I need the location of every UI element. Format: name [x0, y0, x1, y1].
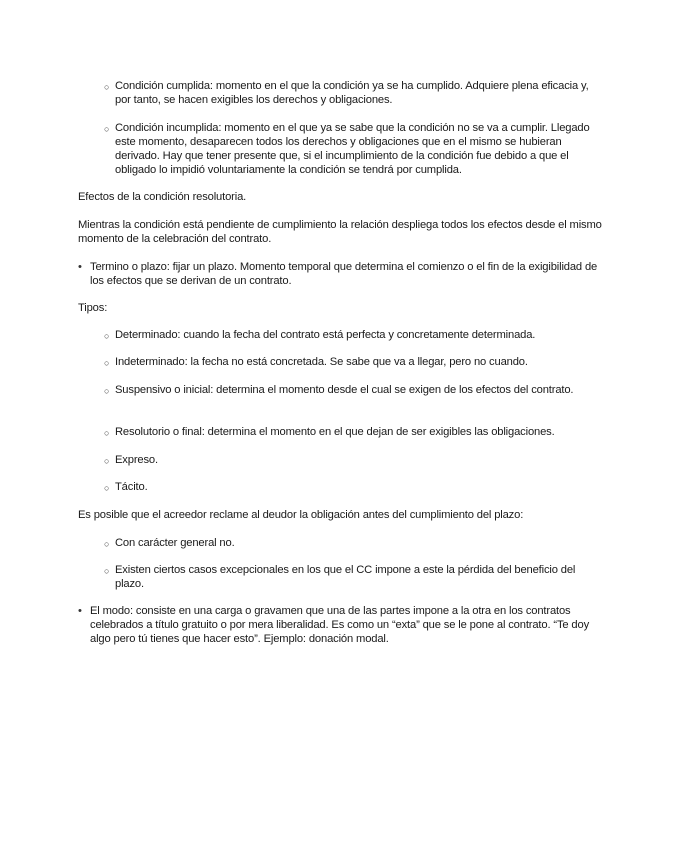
- sub-bullet-marker: ○: [104, 82, 110, 92]
- sub-bullet-marker: ○: [104, 456, 110, 466]
- list-item: Expreso.: [115, 454, 158, 466]
- list-item: Existen ciertos casos excepcionales en los que el CC impone a este la pérdida del beneficio del plazo.: [115, 564, 576, 590]
- sub-bullet-marker: ○: [104, 566, 110, 576]
- list-item: El modo: consiste en una carga o gravamen que una de las partes impone a la otra en los contratos celebrados a título gratuito o por mera liberalidad. Es como un “exta” que se le pone al contrato. “Te doy algo pero tú tienes que hacer esto”. Ejemplo: donación modal.: [90, 605, 590, 645]
- paragraph: Efectos de la condición resolutoria.: [78, 191, 247, 203]
- paragraph: Tipos:: [78, 302, 108, 314]
- list-item: Determinado: cuando la fecha del contrato está perfecta y concretamente determinada.: [115, 329, 536, 341]
- list-item: Tácito.: [115, 481, 148, 493]
- list-item: Indeterminado: la fecha no está concretada. Se sabe que va a llegar, pero no cuando.: [115, 356, 528, 368]
- list-item: Condición incumplida: momento en el que ya se sabe que la condición no se va a cumplir. Llegado este momento, desaparecen todos los derechos y obligaciones que en el mismo se hubieran derivado. Hay que tener presente que, si el incumplimiento de la condición fue debido a que el obligado lo impidió voluntariamente la condición se tendrá por cumplida.: [115, 122, 590, 176]
- paragraph: Es posible que el acreedor reclame al deudor la obligación antes del cumplimiento del plazo:: [78, 509, 524, 521]
- list-item: Termino o plazo: fijar un plazo. Momento temporal que determina el comienzo o el fin de la exigibilidad de los efectos que se derivan de un contrato.: [90, 261, 598, 287]
- sub-bullet-marker: ○: [104, 124, 110, 134]
- sub-bullet-marker: ○: [104, 331, 110, 341]
- sub-bullet-marker: ○: [104, 386, 110, 396]
- bullet-marker: •: [78, 261, 82, 273]
- list-item: Suspensivo o inicial: determina el momento desde el cual se exigen de los efectos del contrato.: [115, 384, 574, 396]
- sub-bullet-marker: ○: [104, 428, 110, 438]
- sub-bullet-marker: ○: [104, 483, 110, 493]
- list-item: Resolutorio o final: determina el momento en el que dejan de ser exigibles las obligaciones.: [115, 426, 555, 438]
- paragraph: Mientras la condición está pendiente de cumplimiento la relación despliega todos los efectos desde el mismo momento de la celebración del contrato.: [78, 219, 602, 245]
- bullet-marker: •: [78, 605, 82, 617]
- list-item: Con carácter general no.: [115, 537, 235, 549]
- sub-bullet-marker: ○: [104, 358, 110, 368]
- list-item: Condición cumplida: momento en el que la condición ya se ha cumplido. Adquiere plena eficacia y, por tanto, se hacen exigibles los derechos y obligaciones.: [115, 80, 589, 106]
- sub-bullet-marker: ○: [104, 539, 110, 549]
